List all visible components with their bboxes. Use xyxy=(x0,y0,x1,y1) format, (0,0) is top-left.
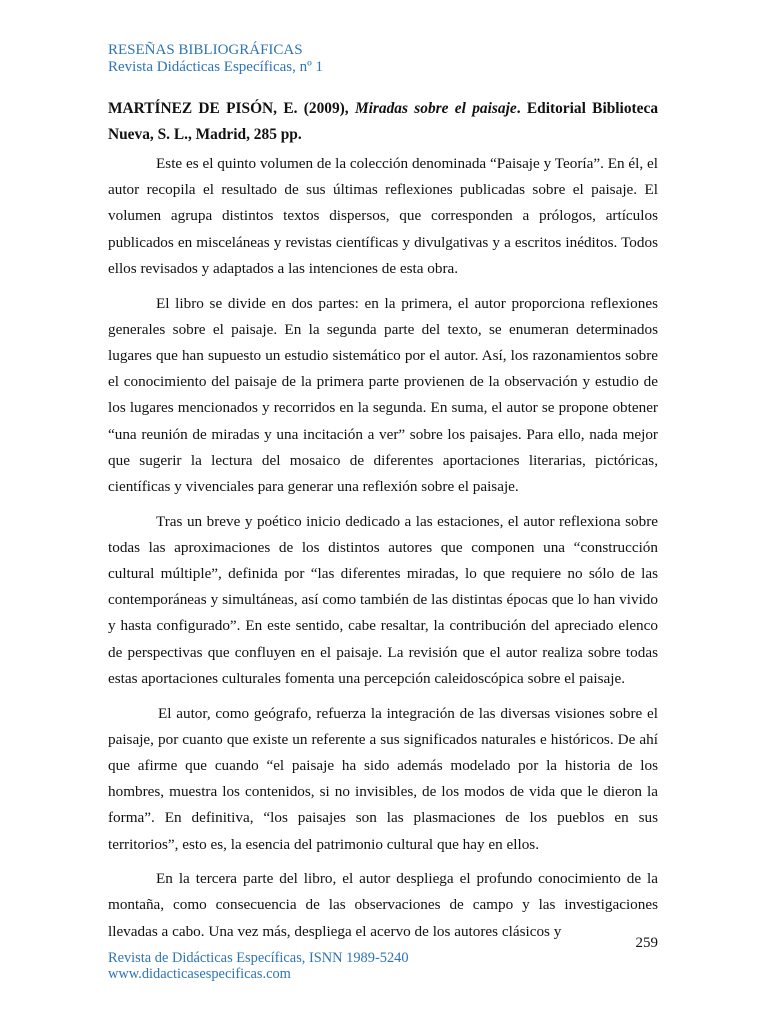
paragraph-5: En la tercera parte del libro, el autor despliega el profundo conocimiento de la montaña, como consecuencia de las observaciones de campo y las investigaciones llevadas a cabo. Una vez más, despliega el acervo de los autores clásicos y xyxy=(108,870,658,940)
running-header-journal: Revista Didácticas Específicas, nº 1 xyxy=(108,59,323,75)
title-book: Miradas sobre el paisaje xyxy=(354,100,517,117)
review-title xyxy=(108,96,658,148)
paragraph-4: El autor, como geógrafo, refuerza la integración de las diversas visiones sobre el paisaje, por cuanto que existe un referente a sus significados naturales e históricos. De ahí que afirme que cuando “el paisaje ha sido además modelado por la historia de los hombres, muestra los contenidos, si no invisibles, de los modos de vida que le dieron la forma”. En definitiva, “los paisajes son las plasmaciones de los pueblos en sus territorios”, esto es, la esencia del patrimonio cultural que hay en ellos. xyxy=(108,704,658,853)
paragraph-2: El libro se divide en dos partes: en la primera, el autor proporciona reflexiones generales sobre el paisaje. En la segunda parte del texto, se enumeran determinados lugares que han supuesto un estudio sistemático por el autor. Así, los razonamientos sobre el conocimiento del paisaje de la primera parte provienen de la observación y estudio de los lugares mencionados y recorridos en la segunda. En suma, el autor se propone obtener “una reunión de miradas y una incitación a ver” sobre los paisajes. Para ello, nada mejor que sugerir la lectura del mosaico de diferentes aportaciones literarias, pictóricas, científicas y vivenciales para generar una reflexión sobre el paisaje. xyxy=(108,294,658,495)
paragraph-1: Este es el quinto volumen de la colección denominada “Paisaje y Teoría”. En él, el autor recopila el resultado de sus últimas reflexiones publicadas sobre el paisaje. El volumen agrupa distintos textos dispersos, que corresponden a prólogos, artículos publicados en misceláneas y revistas científicas y divulgativas y a escritos inéditos. Todos ellos revisados y adaptados a las intenciones de esta obra. xyxy=(108,155,658,277)
page-number: 259 xyxy=(635,935,658,951)
paragraph-3: Tras un breve y poético inicio dedicado a las estaciones, el autor reflexiona sobre todas las aproximaciones de los distintos autores que componen una “construcción cultural múltiple”, definida por “las diferentes miradas, lo que requiere no sólo de las contemporáneas y simultáneas, así como también de las distintas épocas que lo han vivido y hasta configurado”. En este sentido, cabe resaltar, la contribución del apreciado elenco de perspectivas que confluyen en el paisaje. La revisión que el autor realiza sobre todas estas aportaciones culturales fomenta una percepción caleidoscópica sobre el paisaje. xyxy=(108,512,658,687)
running-header-section: RESEÑAS BIBLIOGRÁFICAS xyxy=(108,42,303,58)
footer-website-link[interactable]: www.didacticasespecificas.com xyxy=(108,966,291,982)
footer-journal-issn: Revista de Didácticas Específicas, ISNN 1989-5240 xyxy=(108,950,409,966)
title-author: MARTÍNEZ DE PISÓN, E. (2009), xyxy=(108,100,355,117)
review-body xyxy=(108,151,658,953)
title-publisher: . Editorial Biblioteca Nueva, S. L., Madrid, 285 pp. xyxy=(108,100,659,143)
